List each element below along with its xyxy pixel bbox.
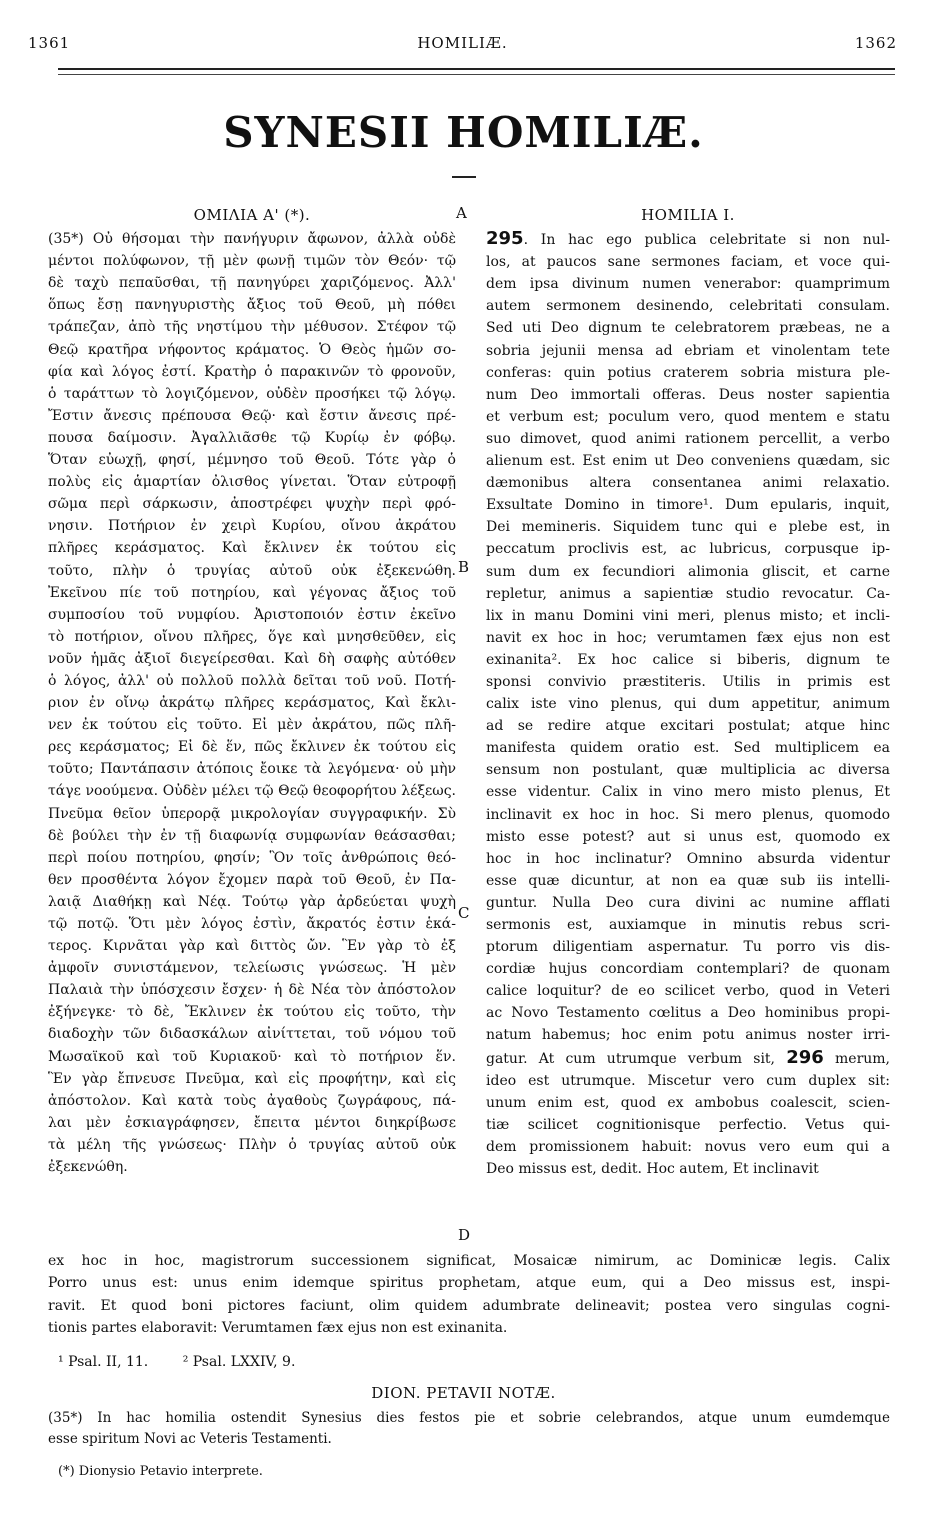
latin-line: peccatum proclivis est, ac lubricus, corpusque ip- (486, 541, 890, 558)
latin-line: ac Novo Testamento cœlitus a Deo hominibus propi- (486, 1005, 890, 1022)
latin-line: sermonis est, auxiamque in minutis rebus scri- (486, 917, 890, 933)
full-width-line: ravit. Et quod boni pictores faciunt, olim quidem adumbrate delineavit; postea vero singulas cogni- (48, 1297, 890, 1314)
greek-line: ἀπόστολον. Καὶ κατὰ τοὺς ἀγαθοὺς ζωγράφους, πά- (48, 1092, 456, 1109)
note-line: (35*) In hac homilia ostendit Synesius dies festos pie et sobrie celebrandos, atque unum eumdemque (48, 1410, 890, 1426)
margin-marker-a: A (456, 204, 467, 222)
greek-line: τράπεζαν, ἀπὸ τῆς νηστίμου τὴν μέθυσον. Στέφον τῷ (48, 319, 456, 336)
margin-marker-d: D (458, 1226, 471, 1244)
latin-line: lix in manu Domini vini meri, plenus misto; et incli- (486, 607, 890, 624)
latin-line: los, at paucos sane sermones faciam, et voce qui- (486, 254, 890, 271)
latin-line: conferas: quin potius craterem sobria mistura ple- (486, 364, 890, 381)
greek-line: φία καὶ λόγος ἐστί. Κρατὴρ ὁ παρακινῶν τὸ φρονοῦν, (48, 363, 456, 380)
footnote-1: ¹ Psal. II, 11. (58, 1354, 149, 1370)
latin-line: unum enim est, quod ex ambobus coalescit, scien- (486, 1094, 890, 1111)
latin-line: repletur, animus a sapientiæ studio revocatur. Ca- (486, 585, 890, 602)
interpreter-note: (*) Dionysio Petavio interprete. (58, 1464, 263, 1479)
latin-line: sponsi convivio præstiteris. Utilis in primis est (486, 673, 890, 690)
full-width-text (48, 1250, 890, 1340)
greek-line: πολὺς εἰς ἁμαρτίαν ὀλισθος γίνεται. Ὅταν εὐτροφῇ (48, 474, 456, 491)
page-ref-296: 296 (786, 1046, 824, 1068)
greek-line: τοῦτο, πλὴν ὁ τρυγίας αὐτοῦ οὐκ ἐξεκενώθη. (48, 562, 456, 579)
latin-line: hoc in hoc inclinatur? Omnino absurda videntur (486, 850, 890, 867)
full-width-line: tionis partes elaboravit: Verumtamen fæx ejus non est exinanita. (48, 1320, 508, 1337)
latin-line: calice loquitur? de eo scilicet verbo, quod in Veteri (486, 983, 890, 1000)
greek-line: Πνεῦμα θεῖον ὑπερορᾷ μικρολογίαν συγγραφικήν. Σὺ (48, 805, 456, 822)
latin-line: Deo missus est, dedit. Hoc autem, Et inclinavit (486, 1161, 819, 1178)
scripture-footnotes (58, 1354, 325, 1370)
latin-line: cordiæ hujus concordiam contemplari? de quonam (486, 961, 890, 978)
latin-line: Sed uti Deo dignum te celebratorem præbeas, ne a (486, 320, 890, 337)
margin-marker-c: C (458, 904, 470, 922)
greek-heading: ΟΜΙΛΙΑ Α' (*). (193, 206, 311, 224)
latin-line: ideo est utrumque. Miscetur vero cum duplex sit: (486, 1072, 890, 1089)
latin-line: dæmonibus altera consentanea animi relaxatio. (486, 475, 890, 492)
greek-line: λαιᾷ Διαθήκῃ καὶ Νέᾳ. Τούτῳ γὰρ ἀρδεύεται ψυχὴ (48, 893, 456, 910)
running-header (28, 34, 897, 56)
page-number-left: 1361 (28, 34, 71, 52)
latin-line: exinanita². Ex hoc calice si biberis, dignum te (486, 651, 890, 668)
greek-line: ἐξήνεγκε· τὸ δὲ, Ἔκλινεν ἐκ τούτου εἰς τοῦτο, τὴν (48, 1004, 456, 1021)
greek-line: τὰ μέλη τῆς γνώσεως· Πλὴν ὁ τρυγίας αὐτοῦ οὐκ (48, 1136, 456, 1153)
latin-line: manifesta quidem oratio est. Sed multiplicem ea (486, 740, 890, 757)
latin-line: et verbum est; poculum vero, quod mentem e statu (486, 408, 890, 425)
greek-line: μέντοι πολύφωνον, τῇ μὲν φωνῇ τιμῶν τὸν Θεόν· τῷ (48, 253, 456, 270)
greek-column (48, 204, 456, 1178)
greek-line: Ἐκεῖνου πίε τοῦ ποτηρίου, καὶ γέγονας ἄξιος τοῦ (48, 584, 456, 601)
latin-line: ptorum diligentiam aspernatur. Tu porro vis dis- (486, 939, 890, 956)
latin-column (486, 204, 890, 1180)
greek-line: Ὅταν εὐωχῇ, φησί, μέμνησο τοῦ Θεοῦ. Τότε γὰρ ὁ (48, 452, 456, 469)
greek-line: ὅπως ἔσῃ πανηγυριστὴς ἄξιος τοῦ Θεοῦ, μὴ πόθει (48, 297, 456, 314)
greek-line: ριον ἐν οἴνῳ ἀκράτῳ πλῆρες κεράσματος, Καὶ ἔκλι- (48, 695, 456, 712)
greek-line: συμποσίου τοῦ νυμφίου. Ἀριστοποιόν ἐστιν ἐκεῖνο (48, 606, 456, 623)
footnote-2: ² Psal. LXXIV, 9. (182, 1354, 296, 1370)
margin-marker-b: B (458, 558, 470, 576)
greek-line: δὲ βούλει τὴν ἐν τῇ διαφωνίᾳ συμφωνίαν θεάσασθαι; (48, 827, 456, 844)
latin-line: sum dum ex fecundiori alimonia gliscit, et carne (486, 563, 890, 580)
greek-line: ὁ ταράττων τὸ λογιζόμενον, οὐδὲν προσήκει τῷ λόγῳ. (48, 385, 456, 402)
latin-line: navit ex hoc in hoc; verumtamen fæx ejus non est (486, 629, 890, 646)
greek-line: Παλαιὰ τὴν ὑπόσχεσιν ἔσχεν· ἡ δὲ Νέα τὸν ἀπόστολον (48, 982, 456, 999)
greek-line: τάγε νοούμενα. Οὐδὲν μέλει τῷ Θεῷ θεοφορήτου λέξεως. (48, 783, 456, 800)
latin-line: autem sermonem desinendo, celebritati consulam. (486, 298, 890, 315)
latin-line: guntur. Nulla Deo cura divini ac numine afflati (486, 894, 890, 911)
latin-heading: HOMILIA I. (641, 206, 735, 224)
greek-line: περὶ ποίου ποτηρίου, φησίν; Ὃν τοῖς ἀνθρώποις θεό- (48, 849, 456, 866)
latin-line: calix iste vino plenus, qui dum appetitur, animum (486, 696, 890, 713)
greek-line: Ἔστιν ἄνεσις πρέπουσα Θεῷ· καὶ ἔστιν ἄνεσις πρέ- (48, 407, 456, 424)
latin-line: ad se redire atque excitari postulat; atque hinc (486, 718, 890, 735)
latin-line (486, 1047, 890, 1070)
latin-text (486, 228, 890, 1180)
latin-line: Dei memineris. Siquidem tunc qui e plebe est, in (486, 519, 890, 536)
greek-line: νησιν. Ποτήριον ἐν χειρὶ Κυρίου, οἴνου ἀκράτου (48, 518, 456, 535)
greek-line: θεν προσθέντα λόγον ἔχομεν παρὰ τοῦ Θεοῦ, ἐν Πα- (48, 871, 456, 888)
greek-line: ἀμφοῖν συνιστάμενον, τελείωσις γνώσεως. Ἡ μὲν (48, 960, 456, 977)
latin-line: esse videntur. Calix in vino mero misto plenus, Et (486, 784, 890, 801)
greek-line: (35*) Οὐ θήσομαι τὴν πανήγυριν ἄφωνον, ἀλλὰ οὐδὲ (48, 231, 456, 248)
page-ref-295: 295 (486, 228, 524, 250)
latin-line: inclinavit ex hoc in hoc. Si mero plenus, quomodo (486, 806, 890, 823)
greek-text (48, 228, 456, 1178)
greek-line: νεν ἐκ τούτου εἰς τοῦτο. Εἰ μὲν ἀκράτου, πῶς πλῆ- (48, 717, 456, 734)
full-width-line: Porro unus est: unus enim idemque spiritus prophetam, atque eum, qui a Deo missus est, inspi- (48, 1275, 890, 1292)
greek-line: Θεῷ κρατῆρα νήφοντος κράματος. Ὁ Θεὸς ἡμῶν σο- (48, 341, 456, 358)
latin-line: sobria jejunii mensa ad ebriam et vinolentam tete (486, 342, 890, 359)
latin-line-text: merum, (835, 1050, 890, 1067)
greek-line: Μωσαϊκοῦ καὶ τοῦ Κυριακοῦ· καὶ τὸ ποτήριον ἕν. (48, 1048, 456, 1065)
greek-line: τοῦτο; Παντάπασιν ἀτόποις ἔοικε τὰ λεγόμενα· οὐ μὴν (48, 761, 456, 778)
latin-line: tiæ scilicet cognitionisque perfectio. Vetus qui- (486, 1116, 890, 1133)
greek-line: ἐξεκενώθη. (48, 1159, 128, 1176)
header-rule-thin (58, 74, 895, 75)
greek-line: ρες κεράσματος; Εἰ δὲ ἕν, πῶς ἔκλινεν ἐκ τούτου εἰς (48, 739, 456, 756)
greek-line: τῷ ποτῷ. Ὅτι μὲν λόγος ἐστὶν, ἄκρατός ἐστιν ἑκά- (48, 916, 456, 932)
greek-line: πλῆρες κεράσματος. Καὶ ἔκλινεν ἐκ τούτου εἰς (48, 540, 456, 557)
latin-line: suo dimovet, quod animi rationem percellit, a verbo (486, 430, 890, 447)
latin-line: natum habemus; hoc enim potu animus noster irri- (486, 1027, 890, 1044)
greek-line: διαδοχὴν τῶν διδασκάλων αἰνίττεται, τοῦ νόμου τοῦ (48, 1026, 456, 1043)
greek-line: τὸ ποτήριον, οἴνου πλῆρες, ὅγε καὶ μνησθεῦθεν, εἰς (48, 628, 456, 645)
greek-line: λαι μὲν ἐσκιαγράφησεν, ἔπειτα μέντοι διηκρίβωσε (48, 1114, 456, 1131)
greek-line: νοῦν ἡμᾶς ἀξιοῖ διεγείρεσθαι. Καὶ δὴ σαφὴς αὐτόθεν (48, 650, 456, 667)
latin-line-text: gatur. At cum utrumque verbum sit, (486, 1050, 775, 1067)
full-width-line: ex hoc in hoc, magistrorum successionem significat, Mosaicæ nimirum, ac Dominicæ legis. Calix (48, 1253, 890, 1269)
running-title: HOMILIÆ. (417, 34, 508, 52)
latin-line: dem promissionem habuit: novus vero eum qui a (486, 1138, 890, 1155)
latin-line: num Deo immortali offeras. Deus noster sapientia (486, 386, 890, 403)
header-rule-thick (58, 68, 895, 70)
greek-line: τερος. Κιρνᾶται γὰρ καὶ διττὸς ὤν. Ἓν γὰρ τὸ ἐξ (48, 938, 456, 955)
latin-line (486, 228, 890, 251)
latin-line: sensum non postulant, quæ multiplicia ac diversa (486, 762, 890, 779)
greek-line: ὁ λόγος, ἀλλ' οὐ πολλοῦ πολλὰ δεῖται τοῦ νοῦ. Ποτή- (48, 672, 456, 689)
latin-line: esse quæ dicuntur, at non ea quæ sub iis intelli- (486, 872, 890, 889)
notes-body (48, 1408, 890, 1450)
note-line: esse spiritum Novi ac Veteris Testamenti. (48, 1431, 332, 1447)
greek-line: πουσα δαίμοσιν. Ἀγαλλιᾶσθε τῷ Κυρίῳ ἐν φόβῳ. (48, 429, 456, 446)
notes-heading: DION. PETAVII NOTÆ. (371, 1384, 556, 1402)
latin-line: Exsultate Domino in timore¹. Dum epularis, inquit, (486, 497, 890, 514)
latin-line: misto esse potest? aut si unus est, quomodo ex (486, 828, 890, 845)
greek-line: Ἓν γὰρ ἔπνευσε Πνεῦμα, καὶ εἰς προφήτην, καὶ εἰς (48, 1070, 456, 1087)
page-title: SYNESII HOMILIÆ. (223, 108, 704, 157)
latin-line-text: . In hac ego publica celebritate si non nul- (523, 232, 890, 249)
greek-line: σῶμα περὶ σάρκωσιν, ἀποστρέφει ψυχὴν περὶ φρό- (48, 496, 456, 513)
latin-line: alienum est. Est enim ut Deo conveniens quædam, sic (486, 453, 890, 470)
page-number-right: 1362 (854, 34, 897, 52)
title-divider (452, 176, 476, 178)
greek-line: δὲ ταχὺ πεπαῦσθαι, τῇ πανηγύρει χαριζόμενος. Ἀλλ' (48, 275, 456, 292)
latin-line: dem ipsa divinum numen venerabor: quamprimum (486, 276, 890, 293)
